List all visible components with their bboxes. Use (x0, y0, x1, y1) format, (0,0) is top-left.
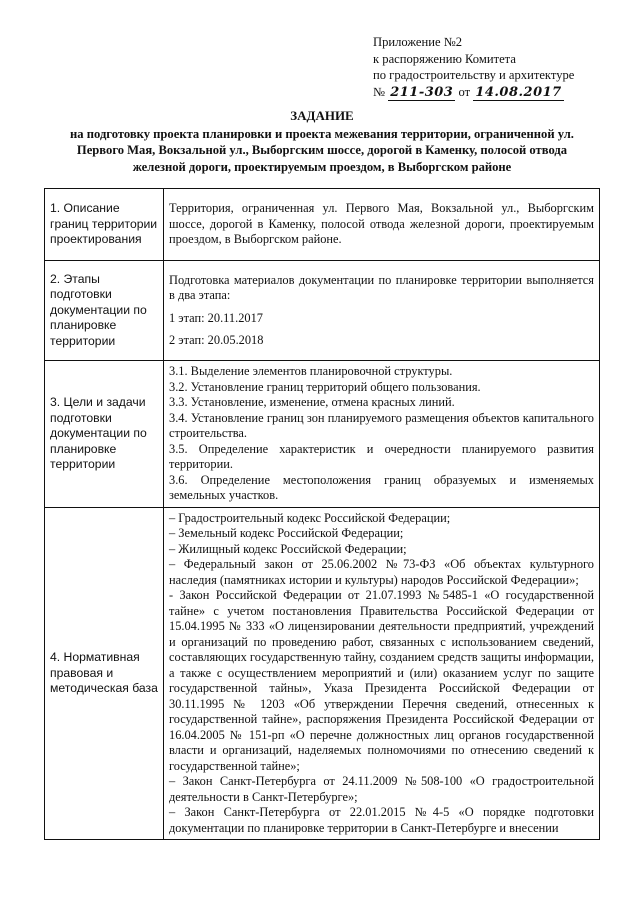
section-label: 2. Этапы подготовки документации по планировке территории (45, 261, 164, 361)
legal-item: – Федеральный закон от 25.06.2002 №73-ФЗ «Об объектах культурного наследия (памятниках истории и культуры) народов Российской Федерации»; (169, 557, 594, 587)
appendix-number-line (373, 84, 623, 101)
section-content (164, 507, 600, 840)
goal-item: 3.6. Определение местоположения границ образуемых и изменяемых земельных участков. (169, 472, 594, 502)
task-table (44, 188, 600, 840)
appendix-order-line: к распоряжению Комитета (373, 51, 516, 66)
section-content (164, 361, 600, 508)
legal-item: – Градостроительный кодекс Российской Федерации; (169, 510, 451, 525)
stage-2: 2 этап: 20.05.2018 (169, 333, 264, 347)
order-date: 14.08.2017 (475, 84, 562, 100)
table-row (45, 261, 600, 361)
section-label: 4. Нормативная правовая и методическая база (45, 507, 164, 840)
table-row (45, 189, 600, 261)
goal-item: 3.1. Выделение элементов планировочной структуры. (169, 364, 453, 378)
goal-item: 3.3. Установление, изменение, отмена красных линий. (169, 395, 455, 409)
stages-intro: Подготовка материалов документации по планировке территории выполняется в два этапа: (169, 272, 594, 302)
document-heading (44, 108, 600, 175)
section-content (164, 189, 600, 261)
goal-item: 3.4. Установление границ зон планируемого размещения объектов капитального строительства. (169, 410, 594, 440)
heading-line-3: железной дороги, проектируемым проездом, в Выборгском районе (132, 159, 512, 174)
table-row (45, 507, 600, 840)
table-row (45, 361, 600, 508)
appendix-block (373, 34, 623, 101)
stage-1: 1 этап: 20.11.2017 (169, 310, 263, 325)
section-label: 1. Описание границ территории проектирования (45, 189, 164, 261)
section-content (164, 261, 600, 361)
appendix-title: Приложение №2 (373, 35, 463, 49)
legal-item: – Закон Санкт-Петербурга от 24.11.2009 №508-100 «О градостроительной деятельности в Санкт-Петербурге»; (169, 774, 594, 804)
heading-line-2: Первого Мая, Вокзальной ул., Выборгским шоссе, дорогой в Каменку, полосой отвода (76, 143, 568, 157)
legal-item: – Земельный кодекс Российской Федерации; (169, 526, 404, 540)
number-prefix: № (373, 84, 386, 99)
heading-line-1: на подготовку проекта планировки и проекта межевания территории, ограниченной ул. (70, 126, 574, 141)
order-number: 211-303 (390, 84, 454, 100)
legal-item: – Жилищный кодекс Российской Федерации; (169, 541, 407, 556)
legal-item: - Закон Российской Федерации от 21.07.1993 №5485-1 «О государственной тайне» с учетом постановления Правительства Российской Федерации от 15.04.1995 № 333 «О лицензировании деятельности предприятий, учреждений и организаций по проведению работ, связанных с использованием сведений, составляющих государственную тайну, созданием средств защиты информации, а также с осуществлением мероприятий и (или) оказанием услуг по защите государственной тайны», Указа Президента Российской Федерации от 30.11.1995 № 1203 «Об утверждении Перечня сведений, отнесенных к государственной тайне», распоряжения Президента Российской Федерации от 16.04.2005 № 151-рп «О перечне должностных лиц органов государственной власти и организаций, наделяемых полномочиями по отнесению сведений к государственной тайне»; (169, 588, 594, 773)
goal-item: 3.2. Установление границ территорий общего пользования. (169, 379, 481, 394)
date-prefix: от (458, 84, 471, 99)
goal-item: 3.5. Определение характеристик и очередности планируемого развития территории. (169, 441, 594, 471)
document-title: ЗАДАНИЕ (290, 108, 354, 123)
section-label: 3. Цели и задачи подготовки документации по планировке территории (45, 361, 164, 508)
legal-item: – Закон Санкт-Петербурга от 22.01.2015 №4-5 «О порядке подготовки документации по планировке территории в Санкт-Петербурге и внесении (169, 805, 594, 835)
appendix-committee-line: по градостроительству и архитектуре (373, 68, 575, 82)
boundaries-text: Территория, ограниченная ул. Первого Мая, Вокзальной ул., Выборгским шоссе, дорогой в Каменку, полосой отвода железной дороги, проектируемым проездом, в Выборгском районе. (169, 201, 594, 247)
